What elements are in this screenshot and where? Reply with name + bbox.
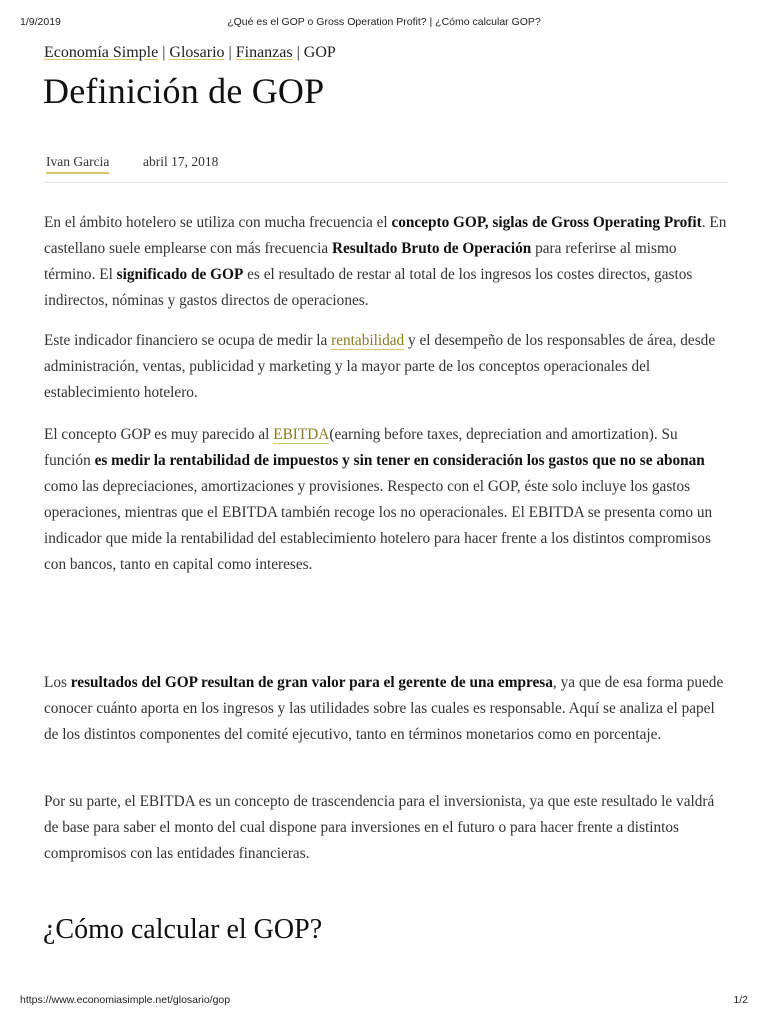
- breadcrumb-separator: |: [296, 44, 300, 61]
- paragraph-3: [44, 422, 728, 578]
- print-page-title: ¿Qué es el GOP o Gross Operation Profit? | ¿Cómo calcular GOP?: [227, 16, 541, 28]
- section-title: ¿Cómo calcular el GOP?: [43, 914, 323, 945]
- paragraph-1: [44, 210, 728, 314]
- text: , ya que de esa forma puede conocer cuánto aporta en los ingresos y las utilidades sobre las cuales es responsable. Aquí se analiza el papel de los distintos componentes del comité ejecutivo, tanto en términos monetarios como en porcentaje.: [44, 674, 724, 743]
- divider: [44, 182, 727, 183]
- text: (earning before taxes, depreciation and amortization). Su función: [44, 426, 678, 469]
- breadcrumb-separator: |: [228, 44, 232, 61]
- text: como las depreciaciones, amortizaciones y provisiones. Respecto con el GOP, éste solo incluye los gastos operaciones, mientras que el EBITDA también recoge los no operacionales. El EBITDA se presenta como un indicador que mide la rentabilidad del establecimiento hotelero para hacer frente a los distintos compromisos con bancos, tanto en capital como intereses.: [44, 478, 713, 573]
- breadcrumb-link-glosario[interactable]: Glosario: [169, 44, 225, 61]
- page-number: 1/2: [733, 994, 748, 1006]
- print-url: https://www.economiasimple.net/glosario/gop: [20, 994, 231, 1006]
- text: El concepto GOP es muy parecido al: [44, 426, 274, 443]
- paragraph-5: Por su parte, el EBITDA es un concepto de trascendencia para el inversionista, ya que este resultado le valdrá de base para saber el monto del cual dispone para inversiones en el futuro o para hacer frente a distintos compromisos con las entidades financieras.: [44, 793, 715, 862]
- print-header: [20, 16, 748, 32]
- bold-text: resultados del GOP resultan de gran valor para el gerente de una empresa: [70, 674, 553, 691]
- breadcrumb-link-economia-simple[interactable]: Economía Simple: [44, 44, 159, 61]
- print-date: 1/9/2019: [20, 16, 61, 28]
- breadcrumb-link-finanzas[interactable]: Finanzas: [235, 44, 293, 61]
- text: Este indicador financiero se ocupa de medir la: [44, 332, 332, 349]
- publish-date: abril 17, 2018: [143, 154, 219, 169]
- print-footer: [20, 994, 748, 1010]
- breadcrumb-current: GOP: [303, 44, 336, 61]
- bold-text: concepto GOP, siglas de Gross Operating Profit: [391, 214, 702, 231]
- page-title: Definición de GOP: [43, 71, 325, 111]
- text: y el desempeño de los responsables de área, desde administración, ventas, publicidad y marketing y la mayor parte de los conceptos operacionales del establecimiento hotelero.: [44, 332, 716, 401]
- paragraph-2: [44, 328, 728, 406]
- paragraph-4: [44, 670, 728, 748]
- text: . En castellano suele emplearse con más frecuencia: [44, 214, 727, 257]
- breadcrumb: [44, 44, 336, 62]
- byline: [46, 154, 219, 174]
- bold-text: significado de GOP: [116, 266, 244, 283]
- text: Los: [44, 674, 71, 691]
- bold-text: Resultado Bruto de Operación: [331, 240, 532, 257]
- ebitda-link[interactable]: EBITDA: [273, 426, 330, 443]
- text: En el ámbito hotelero se utiliza con mucha frecuencia el: [44, 214, 392, 231]
- text: es el resultado de restar al total de los ingresos los costes directos, gastos indirectos, nóminas y gastos directos de operaciones.: [44, 266, 693, 309]
- breadcrumb-separator: |: [162, 44, 166, 61]
- bold-text: es medir la rentabilidad de impuestos y sin tener en consideración los gastos que no se abonan: [94, 452, 705, 469]
- rentabilidad-link[interactable]: rentabilidad: [331, 332, 405, 349]
- text: para referirse al mismo término. El: [44, 240, 677, 283]
- author-link[interactable]: Ivan Garcia: [46, 154, 109, 174]
